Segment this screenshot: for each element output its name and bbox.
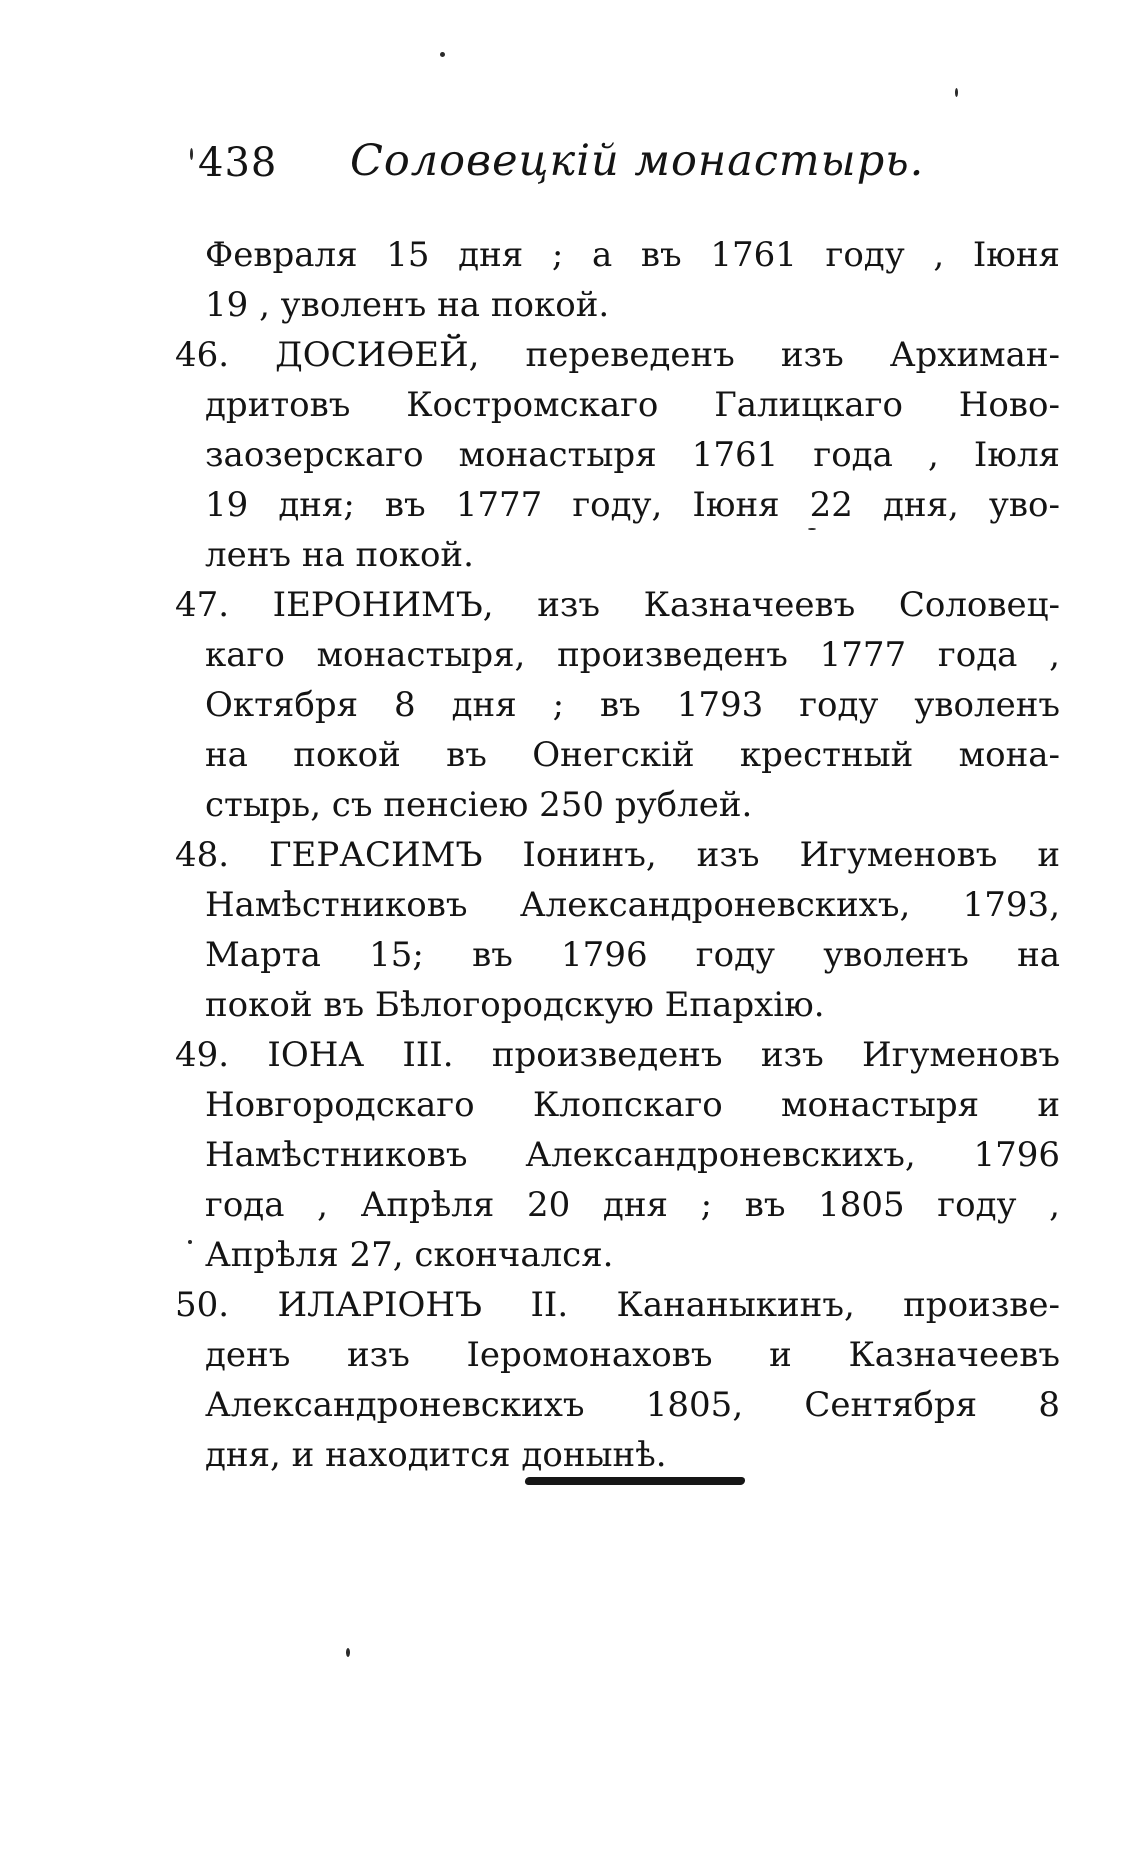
entry-48-line: 48. ГЕРАСИМЪ Іонинъ, изъ Игуменовъ и — [175, 835, 1060, 875]
entry-50-line: 50. ИЛАРІОНЪ II. Кананыкинъ, произве- — [175, 1285, 1060, 1325]
text-line: Октября 8 дня ; въ 1793 году уволенъ — [205, 685, 1060, 725]
print-speck — [188, 1240, 192, 1244]
text-line: Новгородскаго Клопскаго монастыря и — [205, 1085, 1060, 1125]
text-line: денъ изъ Іеромонаховъ и Казначеевъ — [205, 1335, 1060, 1375]
text-line: стырь, съ пенсіею 250 рублей. — [205, 785, 753, 825]
print-speck — [955, 88, 958, 97]
print-speck — [808, 528, 816, 530]
page-header — [190, 132, 1050, 192]
text-line: на покой въ Онегскій крестный мона- — [205, 735, 1060, 775]
text-line: заозерскаго монастыря 1761 года , Іюля — [205, 435, 1060, 475]
text-line: Намѣстниковъ Александроневскихъ, 1796 — [205, 1135, 1060, 1175]
entry-47-line: 47. ІЕРОНИМЪ, изъ Казначеевъ Соловец- — [175, 585, 1060, 625]
text-line: Намѣстниковъ Александроневскихъ, 1793, — [205, 885, 1060, 925]
text-line: ленъ на покой. — [205, 535, 474, 575]
text-line: 19 дня; въ 1777 году, Іюня 22 дня, уво- — [205, 485, 1060, 525]
entry-49-line: 49. ІОНА III. произведенъ изъ Игуменовъ — [175, 1035, 1060, 1075]
text-line: покой въ Бѣлогородскую Епархію. — [205, 985, 825, 1025]
page-number: 438 — [198, 140, 278, 186]
print-speck — [190, 148, 193, 160]
print-speck — [346, 1648, 350, 1657]
end-ornament-rule — [524, 1477, 745, 1485]
text-line: дня, и находится донынѣ. — [205, 1435, 667, 1475]
text-line: Александроневскихъ 1805, Сентября 8 — [205, 1385, 1060, 1425]
print-speck — [440, 52, 445, 57]
text-line: года , Апрѣля 20 дня ; въ 1805 году , — [205, 1185, 1060, 1225]
text-line: 19 , уволенъ на покой. — [205, 285, 610, 325]
text-line: каго монастыря, произведенъ 1777 года , — [205, 635, 1060, 675]
text-line: дритовъ Костромскаго Галицкаго Ново- — [205, 385, 1060, 425]
entry-46-line: 46. ДОСИѲЕЙ, переведенъ изъ Архиман- — [175, 335, 1060, 375]
text-line: Марта 15; въ 1796 году уволенъ на — [205, 935, 1060, 975]
text-line: Апрѣля 27, скончался. — [205, 1235, 614, 1275]
body-text — [175, 230, 1060, 1480]
text-line: Февраля 15 дня ; а въ 1761 году , Іюня — [205, 235, 1060, 275]
running-title: Соловецкій монастырь. — [350, 136, 925, 186]
